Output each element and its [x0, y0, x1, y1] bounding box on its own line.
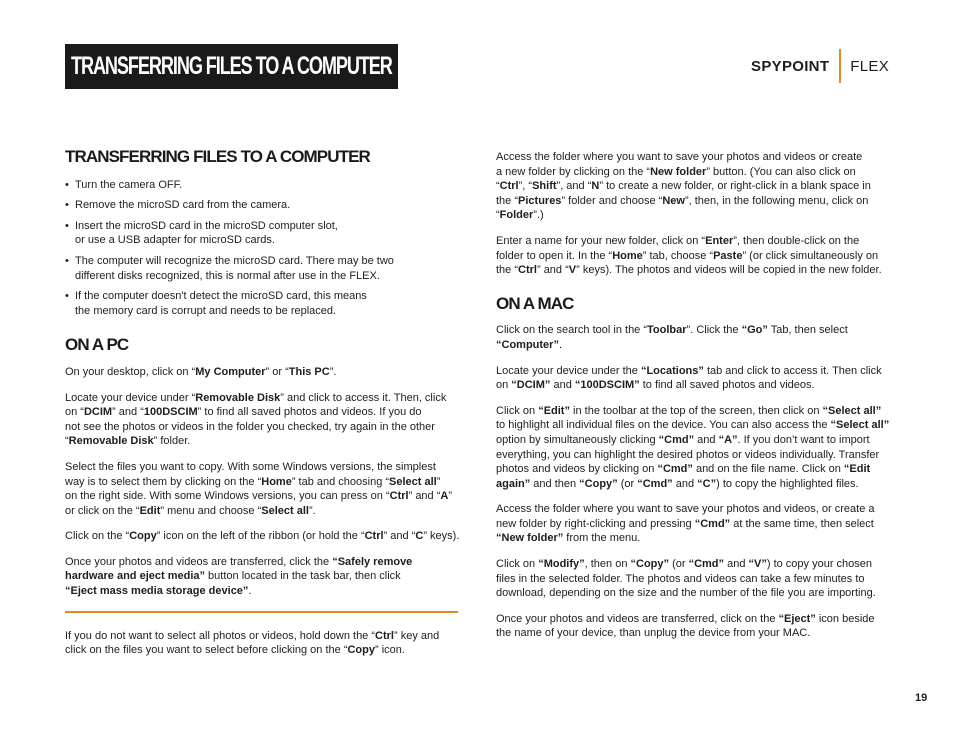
mac-paragraph-6: Once your photos and videos are transferred, click on the “Eject” icon beside the name of your device, than unplug the device from your MAC. — [496, 612, 875, 640]
pc-paragraph-5: Once your photos and videos are transferred, click the “Safely remove hardware and eject media” button located in the task bar, then click “Eject mass media storage device”. — [65, 555, 413, 598]
list-item: • The computer will recognize the microSD card. There may be two different disks recognized, this is normal after use in the FLEX. — [65, 254, 460, 283]
pc-tip: If you do not want to select all photos or videos, hold down the “Ctrl” key and click on the files you want to select before clicking on the “Copy” icon. — [65, 629, 440, 657]
mac-paragraph-4: Access the folder where you want to save your photos and videos, or create a new folder by right-clicking and pressing “Cmd” at the same time, then select “New folder” from the menu. — [496, 503, 875, 545]
list-item: • Remove the microSD card from the camera. — [65, 198, 460, 213]
tip-divider — [65, 611, 458, 613]
list-item: • Insert the microSD card in the microSD computer slot, or use a USB adapter for microSD cards. — [65, 219, 460, 248]
page-title-banner — [65, 44, 398, 89]
pc-paragraph-7: Enter a name for your new folder, click on “Enter”, then double-click on the folder to open it. In the “Home” tab, choose “Paste” (or click simultaneously on the “Ctrl” and “V” keys). The photos and videos will be copied in the new folder. — [496, 234, 882, 277]
brand-logo — [751, 48, 889, 84]
left-column — [65, 147, 460, 658]
section-heading-mac: ON A MAC — [496, 293, 574, 313]
brand-divider — [839, 49, 841, 83]
steps-list — [65, 178, 460, 319]
pc-paragraph-6: Access the folder where you want to save your photos and videos or create a new folder by clicking on the “New folder” button. (You can also click on “Ctrl”, “Shift”, and “N” to create a new folder, or right-click in a blank space in the “Pictures” folder and choose “New”, then, in the following menu, click on “Folder”.) — [496, 151, 871, 222]
pc-paragraph-4: Click on the “Copy” icon on the left of the ribbon (or hold the “Ctrl” and “C” keys). — [65, 530, 460, 543]
pc-paragraph-1: On your desktop, click on “My Computer” or “This PC”. — [65, 365, 337, 378]
list-item: • If the computer doesn't detect the microSD card, this means the memory card is corrupt and needs to be replaced. — [65, 289, 460, 318]
mac-paragraph-5: Click on “Modify”, then on “Copy” (or “Cmd” and “V”) to copy your chosen files in the selected folder. The photos and videos can take a few minutes to download, depending on the size and the number of the file you are importing. — [496, 558, 876, 600]
pc-paragraph-2: Locate your device under “Removable Disk” and click to access it. Then, click on “DCIM” and “100DSCIM” to find all saved photos and videos. If you do not see the photos or videos in the folder you checked, try again in the other “Removable Disk” folder. — [65, 391, 447, 448]
mac-paragraph-1: Click on the search tool in the “Toolbar”. Click the “Go” Tab, then select “Computer”. — [496, 324, 848, 351]
page-title: TRANSFERRING FILES TO A COMPUTER — [71, 52, 392, 80]
page-number: 19 — [915, 692, 928, 704]
section-heading-pc: ON A PC — [65, 335, 129, 355]
mac-paragraph-3: Click on “Edit” in the toolbar at the top of the screen, then click on “Select all” to highlight all individual files on the device. You can also access the “Select all” option by simultaneously clicking “Cmd” and “A”. If you don’t want to import everything, you can highlight the desired photos or videos individually. Transfer photos and videos by clicking on “Cmd” and on the file name. Click on “Edit again” and then “Copy” (or “Cmd” and “C”) to copy the highlighted files. — [496, 404, 890, 490]
list-item: • Turn the camera OFF. — [65, 178, 460, 193]
section-heading-transferring: TRANSFERRING FILES TO A COMPUTER — [65, 147, 370, 166]
product-name: FLEX — [850, 57, 889, 75]
mac-paragraph-2: Locate your device under the “Locations” tab and click to access it. Then click on “DCIM” and “100DSCIM” to find all saved photos and videos. — [496, 364, 882, 392]
pc-paragraph-3: Select the files you want to copy. With some Windows versions, the simplest way is to select them by clicking on the “Home” tab and choosing “Select all” on the right side. With some Windows versions, you can press on “Ctrl” and “A” or click on the “Edit” menu and choose “Select all”. — [65, 460, 453, 517]
brand-name: SPYPOINT — [751, 57, 830, 75]
right-column — [496, 150, 891, 641]
